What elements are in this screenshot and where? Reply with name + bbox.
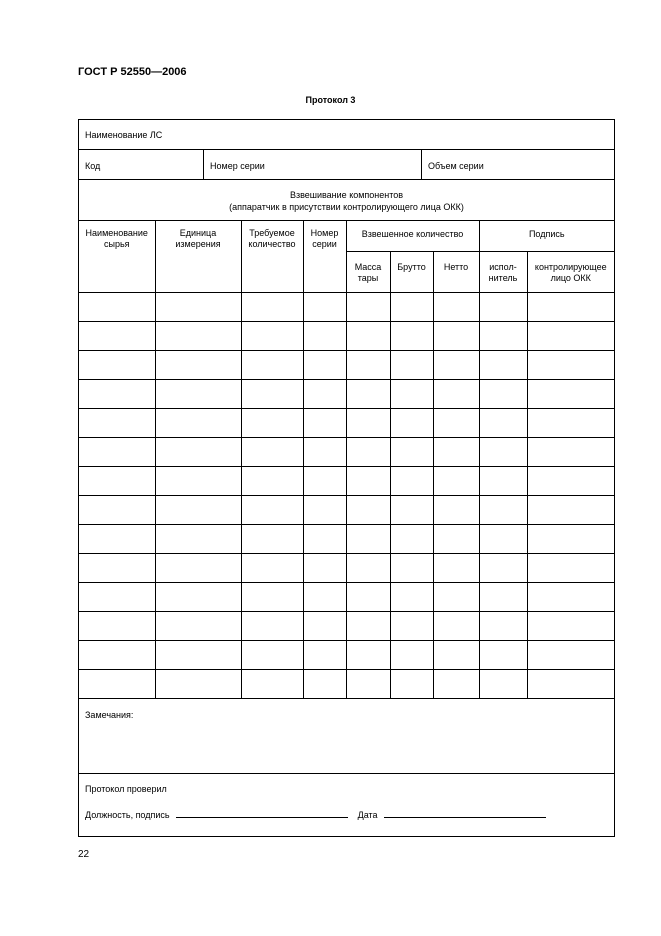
table-cell[interactable] bbox=[346, 321, 390, 350]
table-cell[interactable] bbox=[303, 553, 346, 582]
table-cell[interactable] bbox=[390, 321, 433, 350]
table-cell[interactable] bbox=[241, 350, 303, 379]
table-cell[interactable] bbox=[346, 379, 390, 408]
table-cell[interactable] bbox=[527, 379, 614, 408]
table-cell[interactable] bbox=[346, 350, 390, 379]
table-cell[interactable] bbox=[155, 553, 241, 582]
series-number-cell bbox=[204, 150, 422, 179]
table-cell[interactable] bbox=[390, 379, 433, 408]
series-volume-cell bbox=[422, 150, 614, 179]
table-cell[interactable] bbox=[241, 495, 303, 524]
table-cell[interactable] bbox=[241, 582, 303, 611]
table-row bbox=[79, 524, 614, 553]
date-label: Дата bbox=[357, 809, 378, 820]
meta-row bbox=[79, 150, 614, 180]
performer-line1: испол- bbox=[489, 261, 517, 272]
table-cell[interactable] bbox=[346, 582, 390, 611]
table-cell[interactable] bbox=[433, 292, 479, 321]
gross-header: Брутто bbox=[390, 251, 433, 292]
table-cell[interactable] bbox=[390, 495, 433, 524]
table-cell[interactable] bbox=[241, 640, 303, 669]
table-cell[interactable] bbox=[155, 524, 241, 553]
table-cell[interactable] bbox=[433, 495, 479, 524]
series-number-label: Номер серии bbox=[210, 161, 265, 171]
table-cell[interactable] bbox=[527, 524, 614, 553]
table-cell[interactable] bbox=[79, 611, 155, 640]
table-cell[interactable] bbox=[527, 292, 614, 321]
table-cell[interactable] bbox=[79, 408, 155, 437]
table-cell[interactable] bbox=[527, 611, 614, 640]
table-cell[interactable] bbox=[479, 582, 527, 611]
tare-mass-header bbox=[346, 251, 390, 292]
table-cell[interactable] bbox=[79, 350, 155, 379]
required-line1: Требуемое bbox=[249, 228, 295, 238]
table-cell[interactable] bbox=[155, 495, 241, 524]
unit-line1: Единица bbox=[179, 228, 217, 238]
table-cell[interactable] bbox=[79, 582, 155, 611]
table-cell[interactable] bbox=[390, 669, 433, 698]
performer-header bbox=[479, 251, 527, 292]
table-cell[interactable] bbox=[390, 437, 433, 466]
table-cell[interactable] bbox=[479, 669, 527, 698]
table-cell[interactable] bbox=[303, 350, 346, 379]
weighing-title: Взвешивание компонентов bbox=[289, 190, 404, 200]
table-cell[interactable] bbox=[241, 466, 303, 495]
table-cell[interactable] bbox=[346, 524, 390, 553]
table-cell[interactable] bbox=[346, 466, 390, 495]
raw-name-line1: Наименование bbox=[85, 228, 148, 238]
table-cell[interactable] bbox=[241, 553, 303, 582]
table-cell[interactable] bbox=[527, 495, 614, 524]
table-cell[interactable] bbox=[527, 321, 614, 350]
table-cell[interactable] bbox=[527, 553, 614, 582]
table-row bbox=[79, 437, 614, 466]
table-cell[interactable] bbox=[479, 495, 527, 524]
table-cell[interactable] bbox=[79, 379, 155, 408]
table-cell[interactable] bbox=[241, 669, 303, 698]
tare-line2: тары bbox=[357, 272, 379, 283]
table-cell[interactable] bbox=[527, 582, 614, 611]
table-row bbox=[79, 321, 614, 350]
table-cell[interactable] bbox=[433, 640, 479, 669]
controller-line1: контролирующее bbox=[534, 261, 607, 272]
unit-line2: измерения bbox=[175, 239, 221, 249]
table-cell[interactable] bbox=[433, 321, 479, 350]
table-cell[interactable] bbox=[79, 495, 155, 524]
remarks-label: Замечания: bbox=[85, 709, 134, 720]
table-cell[interactable] bbox=[479, 437, 527, 466]
col-required-header bbox=[241, 221, 303, 292]
table-cell[interactable] bbox=[155, 292, 241, 321]
table-row bbox=[79, 292, 614, 321]
table-cell[interactable] bbox=[155, 321, 241, 350]
table-row bbox=[79, 466, 614, 495]
table-cell[interactable] bbox=[479, 611, 527, 640]
table-cell[interactable] bbox=[390, 466, 433, 495]
table-cell[interactable] bbox=[390, 640, 433, 669]
required-line2: количество bbox=[248, 239, 296, 249]
table-cell[interactable] bbox=[346, 408, 390, 437]
table-cell[interactable] bbox=[479, 350, 527, 379]
table-cell[interactable] bbox=[155, 611, 241, 640]
signature-header: Подпись bbox=[479, 221, 614, 251]
table-cell[interactable] bbox=[155, 379, 241, 408]
table-cell[interactable] bbox=[303, 582, 346, 611]
verification-signature-line bbox=[85, 808, 614, 820]
performer-line2: нитель bbox=[488, 272, 518, 283]
table-row bbox=[79, 611, 614, 640]
table-cell[interactable] bbox=[433, 350, 479, 379]
table-cell[interactable] bbox=[155, 437, 241, 466]
table-cell[interactable] bbox=[433, 524, 479, 553]
table-cell[interactable] bbox=[303, 611, 346, 640]
table-cell[interactable] bbox=[346, 437, 390, 466]
table-cell[interactable] bbox=[346, 611, 390, 640]
table-cell[interactable] bbox=[346, 553, 390, 582]
weighing-table bbox=[79, 221, 614, 699]
table-cell[interactable] bbox=[433, 408, 479, 437]
table-cell[interactable] bbox=[433, 611, 479, 640]
table-cell[interactable] bbox=[155, 466, 241, 495]
table-cell[interactable] bbox=[433, 669, 479, 698]
table-cell[interactable] bbox=[390, 582, 433, 611]
table-cell[interactable] bbox=[390, 611, 433, 640]
table-cell[interactable] bbox=[241, 611, 303, 640]
table-cell[interactable] bbox=[303, 495, 346, 524]
remarks-section bbox=[79, 699, 614, 774]
table-cell[interactable] bbox=[346, 292, 390, 321]
table-cell[interactable] bbox=[479, 321, 527, 350]
series-volume-label: Объем серии bbox=[428, 161, 484, 171]
table-cell[interactable] bbox=[303, 437, 346, 466]
table-cell[interactable] bbox=[155, 640, 241, 669]
table-cell[interactable] bbox=[479, 408, 527, 437]
table-cell[interactable] bbox=[479, 553, 527, 582]
table-cell[interactable] bbox=[479, 379, 527, 408]
table-cell[interactable] bbox=[527, 437, 614, 466]
table-cell[interactable] bbox=[346, 669, 390, 698]
verification-section bbox=[79, 774, 614, 836]
table-cell[interactable] bbox=[241, 437, 303, 466]
position-signature-blank[interactable] bbox=[176, 808, 348, 818]
document-code: ГОСТ Р 52550—2006 bbox=[78, 66, 187, 78]
table-cell[interactable] bbox=[155, 669, 241, 698]
net-header: Нетто bbox=[433, 251, 479, 292]
table-row bbox=[79, 582, 614, 611]
page-number: 22 bbox=[78, 849, 90, 860]
weighing-header bbox=[79, 180, 614, 221]
date-blank[interactable] bbox=[384, 808, 546, 818]
table-cell[interactable] bbox=[303, 669, 346, 698]
table-cell[interactable] bbox=[346, 495, 390, 524]
table-cell[interactable] bbox=[79, 437, 155, 466]
table-cell[interactable] bbox=[155, 582, 241, 611]
weighing-note: (аппаратчик в присутствии контролирующего лица ОКК) bbox=[229, 202, 464, 212]
table-cell[interactable] bbox=[303, 524, 346, 553]
table-cell[interactable] bbox=[479, 292, 527, 321]
table-cell[interactable] bbox=[303, 408, 346, 437]
table-row bbox=[79, 379, 614, 408]
table-cell[interactable] bbox=[79, 466, 155, 495]
code-label: Код bbox=[85, 161, 101, 171]
table-cell[interactable] bbox=[390, 350, 433, 379]
controller-line2: лицо ОКК bbox=[550, 272, 591, 283]
tare-line1: Масса bbox=[354, 261, 382, 272]
table-cell[interactable] bbox=[303, 640, 346, 669]
table-cell[interactable] bbox=[79, 669, 155, 698]
position-signature-label: Должность, подпись bbox=[85, 809, 170, 820]
table-cell[interactable] bbox=[241, 408, 303, 437]
table-row bbox=[79, 640, 614, 669]
medicine-name-label: Наименование ЛС bbox=[85, 130, 163, 140]
weighed-quantity-header: Взвешенное количество bbox=[346, 221, 479, 251]
table-cell[interactable] bbox=[527, 640, 614, 669]
table-cell[interactable] bbox=[79, 524, 155, 553]
table-cell[interactable] bbox=[303, 292, 346, 321]
table-cell[interactable] bbox=[433, 553, 479, 582]
table-cell[interactable] bbox=[433, 582, 479, 611]
protocol-title: Протокол 3 bbox=[305, 95, 356, 105]
table-cell[interactable] bbox=[241, 524, 303, 553]
series-line2: серии bbox=[312, 239, 337, 249]
table-cell[interactable] bbox=[479, 524, 527, 553]
table-row bbox=[79, 669, 614, 698]
table-cell[interactable] bbox=[79, 321, 155, 350]
table-cell[interactable] bbox=[527, 669, 614, 698]
table-cell[interactable] bbox=[433, 379, 479, 408]
table-cell[interactable] bbox=[79, 292, 155, 321]
table-cell[interactable] bbox=[479, 466, 527, 495]
col-series-header bbox=[303, 221, 346, 292]
table-cell[interactable] bbox=[241, 321, 303, 350]
table-row bbox=[79, 495, 614, 524]
table-cell[interactable] bbox=[346, 640, 390, 669]
col-unit-header bbox=[155, 221, 241, 292]
table-cell[interactable] bbox=[390, 553, 433, 582]
code-cell bbox=[79, 150, 204, 179]
table-row bbox=[79, 408, 614, 437]
table-cell[interactable] bbox=[433, 466, 479, 495]
table-cell[interactable] bbox=[155, 408, 241, 437]
table-cell[interactable] bbox=[479, 640, 527, 669]
table-cell[interactable] bbox=[390, 408, 433, 437]
medicine-name-row bbox=[79, 120, 614, 150]
col-raw-name-header bbox=[79, 221, 155, 292]
verification-title: Протокол проверил bbox=[85, 783, 167, 794]
raw-name-line2: сырья bbox=[103, 239, 130, 249]
table-cell[interactable] bbox=[527, 408, 614, 437]
table-cell[interactable] bbox=[79, 640, 155, 669]
table-row bbox=[79, 553, 614, 582]
table-cell[interactable] bbox=[79, 553, 155, 582]
table-cell[interactable] bbox=[303, 379, 346, 408]
table-cell[interactable] bbox=[303, 466, 346, 495]
series-line1: Номер bbox=[310, 228, 339, 238]
table-cell[interactable] bbox=[241, 379, 303, 408]
table-cell[interactable] bbox=[241, 292, 303, 321]
table-cell[interactable] bbox=[155, 350, 241, 379]
table-cell[interactable] bbox=[303, 321, 346, 350]
table-cell[interactable] bbox=[390, 292, 433, 321]
table-cell[interactable] bbox=[527, 350, 614, 379]
controller-header bbox=[527, 251, 614, 292]
protocol-form bbox=[78, 119, 615, 837]
table-cell[interactable] bbox=[527, 466, 614, 495]
table-row bbox=[79, 350, 614, 379]
table-cell[interactable] bbox=[390, 524, 433, 553]
table-cell[interactable] bbox=[433, 437, 479, 466]
